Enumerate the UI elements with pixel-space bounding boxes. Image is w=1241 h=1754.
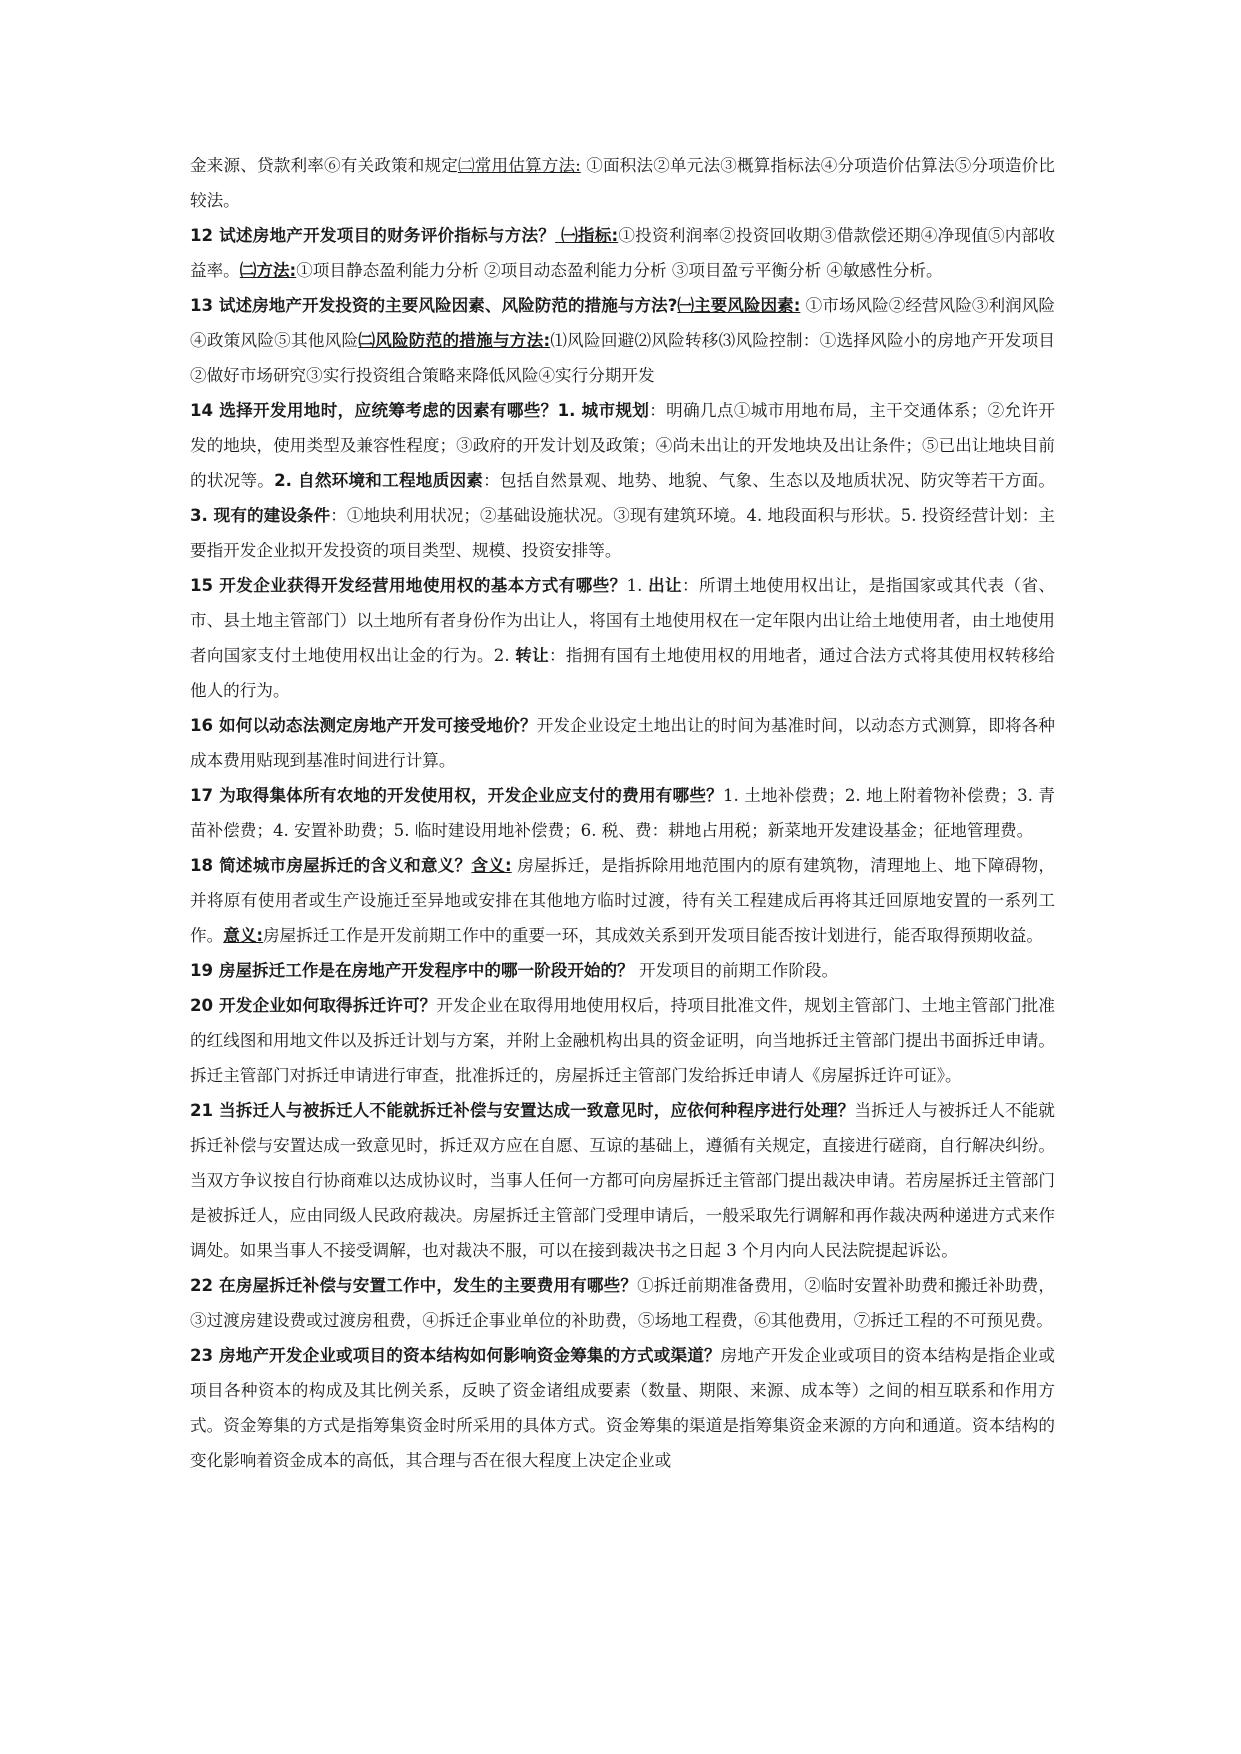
answer-text: ：明确几点①城市用地布局，主干交通体系；②允许开发的地块，使用类型及兼容性程度；③政府的开发计划及政策；④尚未出让的开发地块及出让条件；⑤已出让地块目前的状况等。	[190, 401, 1055, 490]
answer-text: ：包括自然景观、地势、地貌、气象、生态以及地质状况、防灾等若干方面。	[483, 471, 1055, 490]
question-title: 12 试述房地产开发项目的财务评价指标与方法？	[190, 226, 556, 245]
question-title: 17 为取得集体所有农地的开发使用权，开发企业应支付的费用有哪些？	[190, 786, 723, 805]
question-title: 18 简述城市房屋拆迁的含义和意义？	[190, 856, 472, 875]
answer-text: ：所谓土地使用权出让，是指国家或其代表（省、市、县土地主管部门）以土地所有者身份作为出让人，将国有土地使用权在一定年限内出让给土地使用者，由土地使用者向国家支付土地使用权出让金的行为。2.	[190, 576, 1056, 665]
keyword-transfer: 转让	[515, 646, 549, 665]
answer-text: ①拆迁前期准备费用，②临时安置补助费和搬迁补助费，③过渡房建设费或过渡房租费，④拆迁企事业单位的补助费，⑤场地工程费，⑥其他费用，⑦拆迁工程的不可预见费。	[190, 1276, 1055, 1330]
question-title: 23 房地产开发企业或项目的资本结构如何影响资金筹集的方式或渠道？	[190, 1346, 721, 1365]
answer-text: 1. 土地补偿费；2. 地上附着物补偿费；3. 青苗补偿费；4. 安置补助费；5. 临时建设用地补偿费；6. 税、费：耕地占用税；新菜地开发建设基金；征地管理费。	[190, 786, 1055, 840]
question-12	[190, 218, 1055, 288]
subheading-risk-measures: ㈡风险防范的措施与方法:	[358, 331, 551, 350]
answer-text: 当拆迁人与被拆迁人不能就拆迁补偿与安置达成一致意见时，拆迁双方应在自愿、互谅的基础上，遵循有关规定，直接进行磋商，自行解决纠纷。当双方争议按自行协商难以达成协议时，当事人任何一方都可向房屋拆迁主管部门提出裁决申请。若房屋拆迁主管部门是被拆迁人，应由同级人民政府裁决。房屋拆迁主管部门受理申请后，一般采取先行调解和再作裁决两种递进方式来作调处。如果当事人不接受调解，也对裁决不服，可以在接到裁决书之日起 3 个月内向人民法院提起诉讼。	[190, 1101, 1055, 1260]
text: 金来源、贷款利率⑥有关政策和规定	[190, 156, 458, 175]
answer-text: ⑴风险回避⑵风险转移⑶风险控制：①选择风险小的房地产开发项目②做好市场研究③实行投资组合策略来降低风险④实行分期开发	[190, 331, 1056, 385]
question-22	[190, 1268, 1055, 1338]
answer-text: 房屋拆迁工作是开发前期工作中的重要一环，其成效关系到开发项目能否按计划进行，能否取得预期收益。	[263, 926, 1043, 945]
subheading-methods: ㈡方法:	[239, 261, 297, 280]
answer-text: ：①地块利用状况；②基础设施状况。③现有建筑环境。4. 地段面积与形状。5. 投资经营计划：主要指开发企业拟开发投资的项目类型、规模、投资安排等。	[190, 506, 1055, 560]
question-title: 21 当拆迁人与被拆迁人不能就拆迁补偿与安置达成一致意见时，应依何种程序进行处理？	[190, 1101, 855, 1120]
question-title: 20 开发企业如何取得拆迁许可？	[190, 996, 437, 1015]
document-page	[190, 148, 1055, 1478]
answer-text: ：指拥有国有土地使用权的用地者，通过合法方式将其使用权转移给他人的行为。	[190, 646, 1056, 700]
question-15	[190, 568, 1055, 708]
answer-text: 开发企业在取得用地使用权后，持项目批准文件，规划主管部门、土地主管部门批准的红线图和用地文件以及拆迁计划与方案，并附上金融机构出具的资金证明，向当地拆迁主管部门提出书面拆迁申请。拆迁主管部门对拆迁申请进行审查，批准拆迁的，房屋拆迁主管部门发给拆迁申请人《房屋拆迁许可证》。	[190, 996, 1055, 1085]
question-23	[190, 1338, 1055, 1478]
question-20	[190, 988, 1055, 1093]
subheading-meaning: 含义:	[471, 856, 512, 875]
subheading-significance: 意义:	[223, 926, 264, 945]
answer-text: ①项目静态盈利能力分析 ②项目动态盈利能力分析 ③项目盈亏平衡分析 ④敏感性分析。	[296, 261, 943, 280]
answer-text: 开发企业设定土地出让的时间为基准时间，以动态方式测算，即将各种成本费用贴现到基准时间进行计算。	[190, 716, 1056, 770]
question-13	[190, 288, 1055, 393]
keyword-natural-environment: 2. 自然环境和工程地质因素	[274, 471, 484, 490]
question-title: 13 试述房地产开发投资的主要风险因素、风险防范的措施与方法?	[190, 296, 678, 315]
question-19	[190, 953, 1055, 988]
paragraph-estimation-methods	[190, 148, 1055, 218]
answer-text: 房屋拆迁，是指拆除用地范围内的原有建筑物，清理地上、地下障碍物，并将原有使用者或生产设施迁至异地或安排在其他地方临时过渡，待有关工程建成后再将其迁回原地安置的一系列工作。	[190, 856, 1056, 945]
question-title: 19 房屋拆迁工作是在房地产开发程序中的哪一阶段开始的？	[190, 961, 634, 980]
keyword-construction-conditions: 3. 现有的建设条件	[190, 506, 331, 525]
subheading-risk-factors: ㈠主要风险因素:	[677, 296, 801, 315]
answer-text: ①投资利润率②投资回收期③借款偿还期④净现值⑤内部收益率。	[190, 226, 1056, 280]
answer-text: 房地产开发企业或项目的资本结构是指企业或项目各种资本的构成及其比例关系，反映了资金诸组成要素（数量、期限、来源、成本等）之间的相互联系和作用方式。资金筹集的方式是指筹集资金时所采用的具体方式。资金筹集的渠道是指筹集资金来源的方向和通道。资本结构的变化影响着资金成本的高低，其合理与否在很大程度上决定企业或	[190, 1346, 1055, 1470]
text: ①面积法②单元法③概算指标法④分项造价估算法⑤分项造价比较法。	[190, 156, 1056, 210]
keyword-grant: 出让	[648, 576, 683, 595]
question-17	[190, 778, 1055, 848]
question-16	[190, 708, 1055, 778]
subheading-estimation-methods: ㈡常用估算方法:	[457, 156, 581, 175]
question-18	[190, 848, 1055, 953]
answer-text: 1.	[626, 576, 649, 595]
answer-text: ①市场风险②经营风险③利润风险④政策风险⑤其他风险	[190, 296, 1055, 350]
subheading-indicators: ㈠指标:	[555, 226, 619, 245]
question-14	[190, 393, 1055, 568]
question-title: 16 如何以动态法测定房地产开发可接受地价？	[190, 716, 537, 735]
question-21	[190, 1093, 1055, 1268]
keyword-urban-planning: 1. 城市规划	[557, 401, 650, 420]
answer-text: 开发项目的前期工作阶段。	[633, 961, 839, 980]
question-title: 22 在房屋拆迁补偿与安置工作中，发生的主要费用有哪些？	[190, 1276, 638, 1295]
question-title: 15 开发企业获得开发经营用地使用权的基本方式有哪些？	[190, 576, 627, 595]
question-title: 14 选择开发用地时，应统筹考虑的因素有哪些？	[190, 401, 558, 420]
